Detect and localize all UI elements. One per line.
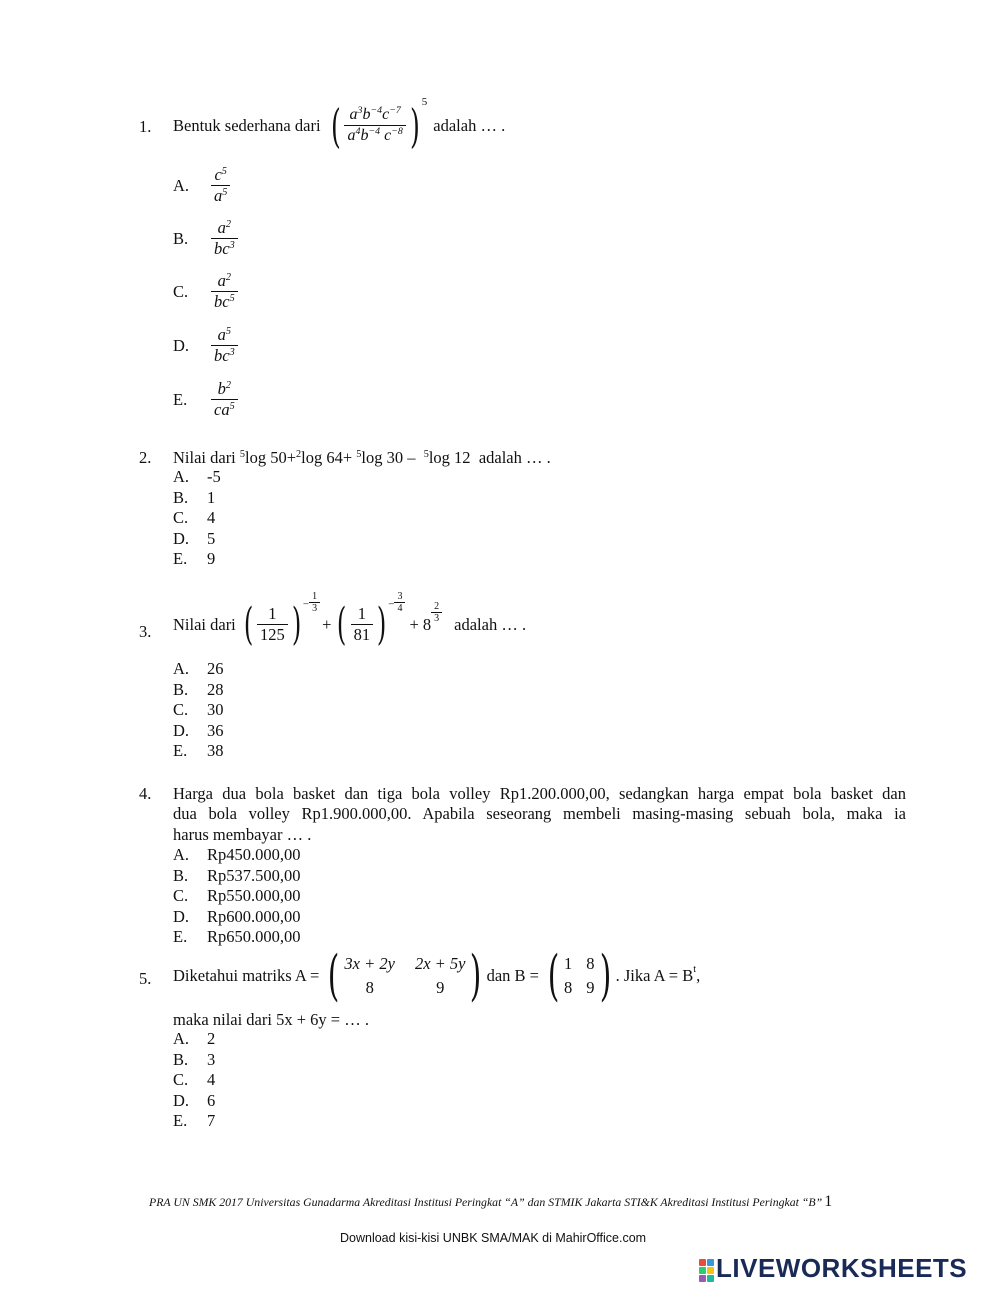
option-label: E. [173,390,188,409]
q1-suffix: adalah … . [433,116,506,135]
q5-options [173,1029,215,1132]
q1-option[interactable] [173,322,238,370]
q5-stem [173,944,701,1007]
q5-option[interactable] [173,1029,215,1050]
option-text: 4 [207,1070,216,1090]
option-text: Rp650.000,00 [207,927,301,947]
q3-stem [173,592,526,658]
q4-line3: harus membayar … . [173,825,312,844]
q3-prefix: Nilai dari [173,615,236,634]
liveworksheets-logo-icon [699,1259,714,1282]
option-text: 36 [207,720,224,740]
q3-option[interactable] [173,659,224,680]
download-note[interactable]: Download kisi-kisi UNBK SMA/MAK di MahirOffice.com [340,1231,647,1245]
q3-option[interactable] [173,741,224,762]
q2-suffix: adalah … . [478,448,551,467]
q1-number: 1. [139,117,152,136]
q2-prefix: Nilai dari [173,448,236,467]
option-text: 7 [207,1111,216,1131]
q2-option[interactable] [173,488,221,509]
q5-suffix: . Jika A = B [615,966,694,985]
q2-expression: $^5$log 50+$^2$log 64+ $^5$log 30 – $^5$log 12 [239,448,475,467]
q1-prefix: Bentuk sederhana dari [173,116,321,135]
q1-inner-fraction: $\frac{a^3b^{-4}c^{-7}}{a^4b^{-4} c^{-8}}$ [344,106,405,145]
option-text: 26 [207,659,224,678]
q2-option[interactable] [173,549,221,570]
q3-number: 3. [139,622,152,641]
q1-stem [173,96,505,156]
option-text: -5 [207,467,221,486]
q5-matrix-b-cell: 1 [564,954,573,973]
option-fraction: $\frac{a^5}{bc^3}$ [211,326,238,367]
q5-number: 5. [139,969,152,988]
option-fraction: $\frac{b^2}{ca^5}$ [211,380,238,421]
q5-prefix: Diketahui matriks A = [173,966,320,985]
option-label: B. [173,865,189,885]
q1-expression: ( $\frac{a^3b^{-4}c^{-7}}{a^4b^{-4} c^{-8}}$ ) 5 [330,96,428,153]
q1-option[interactable] [173,268,238,316]
page-number: 1 [824,1193,833,1210]
option-label: B. [173,679,189,699]
q1-option[interactable] [173,215,238,263]
q5-suffix-sup: t [693,964,697,976]
q2-stem [173,448,551,468]
q3-option[interactable] [173,700,224,721]
q3-options [173,659,224,762]
q5-matrix-b-cell: 8 [564,978,573,997]
option-label: B. [173,1049,189,1069]
q5-line2: maka nilai dari 5x + 6y = … . [173,1010,369,1029]
option-label: A. [173,1029,190,1048]
q2-option[interactable] [173,508,221,529]
q4-option[interactable] [173,907,301,928]
q4-option[interactable] [173,886,301,907]
option-label: D. [173,336,190,355]
footer-text [149,1193,832,1211]
option-text: 28 [207,679,224,699]
option-label: A. [173,659,190,678]
option-label: D. [173,720,190,740]
option-label: D. [173,1090,190,1110]
option-fraction: $\frac{a^2}{bc^5}$ [211,272,238,313]
option-label: C. [173,508,189,528]
option-label: C. [173,282,189,301]
option-label: A. [173,467,190,486]
option-text: 30 [207,700,224,720]
q5-matrix-b-cell: 8 [586,954,595,973]
q5-option[interactable] [173,1111,215,1132]
option-text: 4 [207,508,216,528]
q3-option[interactable] [173,680,224,701]
q5-matrix-a-cell: 2x + 5y [414,954,466,973]
option-text: 3 [207,1049,216,1069]
q4-number: 4. [139,784,152,803]
liveworksheets-brand[interactable]: LIVEWORKSHEETS [716,1253,968,1283]
option-label: D. [173,906,190,926]
q4-line2: dua bola volley Rp1.900.000,00. Apabila seseorang membeli masing-masing sebuah bola, maka ia [173,804,906,823]
q2-option[interactable] [173,467,221,488]
option-text: 9 [207,549,216,569]
footer-caption: PRA UN SMK 2017 Universitas Gunadarma Akreditasi Institusi Peringkat “A” dan STMIK Jakarta STI&K Akreditasi Institusi Peringkat “B” [149,1195,823,1209]
q4-options [173,845,301,948]
option-label: B. [173,487,189,507]
q1-option[interactable] [173,162,230,210]
q5-matrix-a-cell: 9 [436,978,445,997]
option-text: Rp450.000,00 [207,845,301,864]
q4-option[interactable] [173,866,301,887]
option-label: A. [173,176,190,195]
q5-matrix-a-cell: 8 [365,978,374,997]
option-label: A. [173,845,190,864]
option-label: E. [173,1111,188,1131]
option-text: 6 [207,1090,216,1110]
q4-line1: Harga dua bola basket dan tiga bola volley Rp1.200.000,00, sedangkan harga empat bola basket dan [173,784,906,803]
option-label: D. [173,528,190,548]
option-label: B. [173,229,189,248]
option-text: 1 [207,487,216,507]
q5-matrix-a: ( 3x + 2y 2x + 5y 8 9 ) [328,944,482,1007]
q2-options [173,467,221,570]
option-label: C. [173,1070,189,1090]
option-fraction: $\frac{c^5}{a^5}$ [211,166,230,207]
q2-number: 2. [139,448,152,467]
q5-option[interactable] [173,1050,215,1071]
q5-option[interactable] [173,1091,215,1112]
option-text: 38 [207,741,224,761]
q2-option[interactable] [173,529,221,550]
option-text: Rp550.000,00 [207,886,301,906]
option-fraction: $\frac{a^2}{bc^3}$ [211,219,238,260]
option-label: E. [173,741,188,761]
option-text: Rp600.000,00 [207,906,301,926]
option-text: 2 [207,1029,216,1048]
option-text: 5 [207,528,216,548]
option-label: E. [173,549,188,569]
q4-option[interactable] [173,845,301,866]
q3-expression: ( $\frac{1}{125}$ ) − $\frac{1}{3}$ + ( $\frac{1}{81}$ ) − $\frac{3}{4}$ + 8 $\frac{2}{3}$ [240,603,442,647]
option-label: E. [173,927,188,947]
q5-matrix-b-cell: 9 [586,978,595,997]
q3-suffix: adalah … . [454,615,527,634]
q5-suffix-end: , [696,966,701,985]
q1-option[interactable] [173,376,238,424]
q3-option[interactable] [173,721,224,742]
option-label: C. [173,886,189,906]
q5-middle: dan B = [486,966,539,985]
q4-option[interactable] [173,927,301,948]
q5-matrix-a-cell: 3x + 2y [344,954,395,973]
q5-option[interactable] [173,1070,215,1091]
option-label: C. [173,700,189,720]
q5-matrix-b: ( 1 8 8 9 ) [547,944,611,1007]
option-text: Rp537.500,00 [207,865,301,885]
